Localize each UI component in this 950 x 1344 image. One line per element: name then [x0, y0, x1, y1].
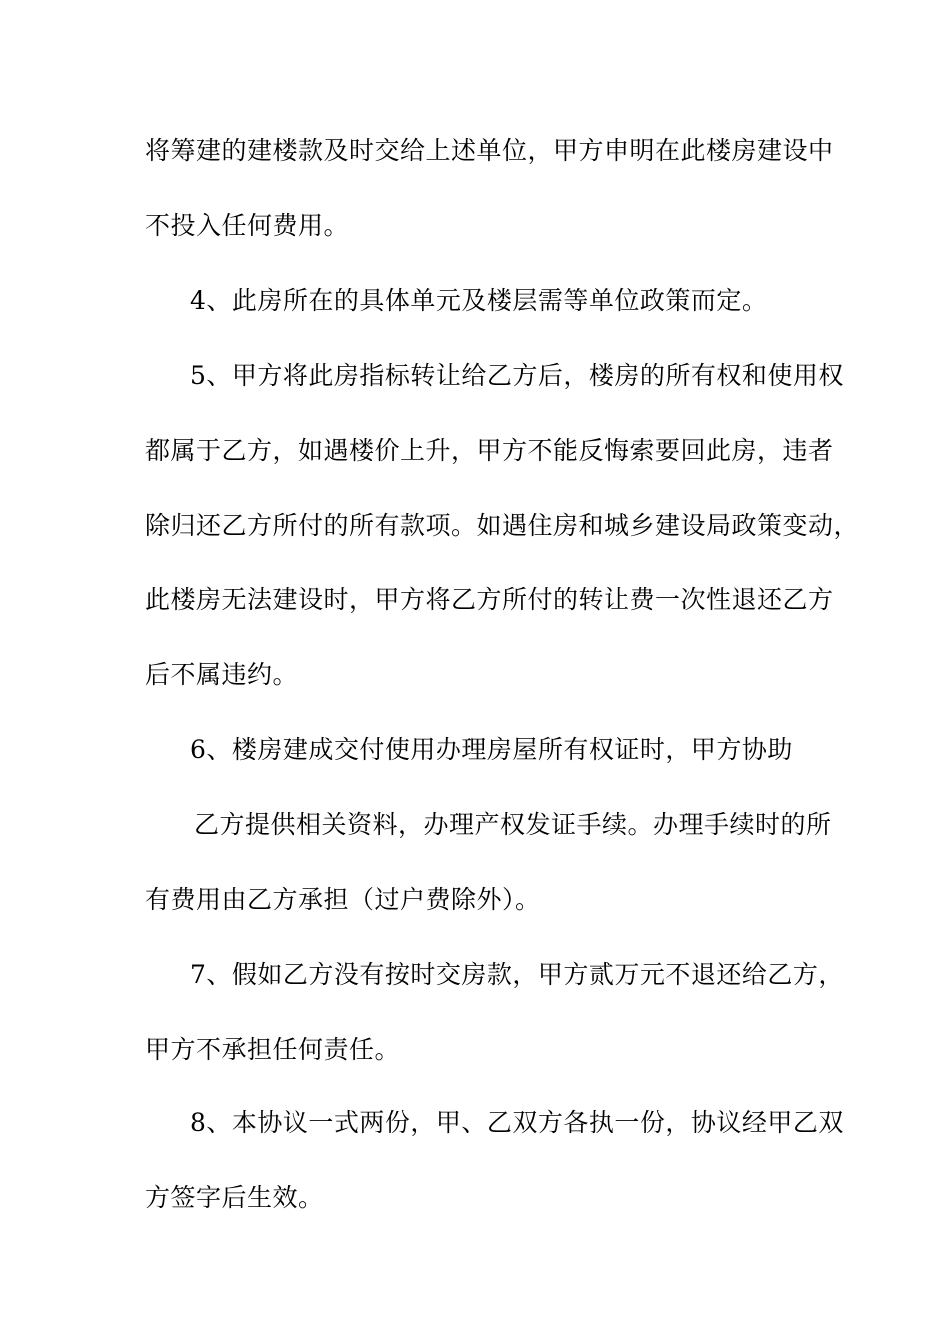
- text-line: 都属于乙方，如遇楼价上升，甲方不能反悔索要回此房，违者: [145, 436, 834, 465]
- text-line: 甲方不承担任何责任。: [145, 1035, 401, 1064]
- text-line: 有费用由乙方承担（过户费除外）。: [145, 885, 541, 914]
- text-line: 乙方提供相关资料，办理产权发证手续。办理手续时的所: [194, 810, 832, 839]
- text-line: 此楼房无法建设时，甲方将乙方所付的转让费一次性退还乙方: [145, 585, 834, 614]
- text-line: 不投入任何费用。: [145, 211, 350, 240]
- text-line: 方签字后生效。: [145, 1183, 324, 1212]
- clause-8: 8、本协议一式两份，甲、乙双方各执一份，协议经甲乙双: [190, 1108, 844, 1137]
- clause-7: 7、假如乙方没有按时交房款，甲方贰万元不退还给乙方，: [190, 960, 844, 989]
- text-line: 将筹建的建楼款及时交给上述单位，甲方申明在此楼房建设中: [145, 136, 834, 165]
- text-line: 后不属违约。: [145, 660, 299, 689]
- text-line: 除归还乙方所付的所有款项。如遇住房和城乡建设局政策变动，: [145, 511, 860, 540]
- clause-6: 6、楼房建成交付使用办理房屋所有权证时，甲方协助: [190, 735, 793, 764]
- clause-5: 5、甲方将此房指标转让给乙方后，楼房的所有权和使用权: [190, 361, 844, 390]
- clause-4: 4、此房所在的具体单元及楼层需等单位政策而定。: [190, 286, 768, 315]
